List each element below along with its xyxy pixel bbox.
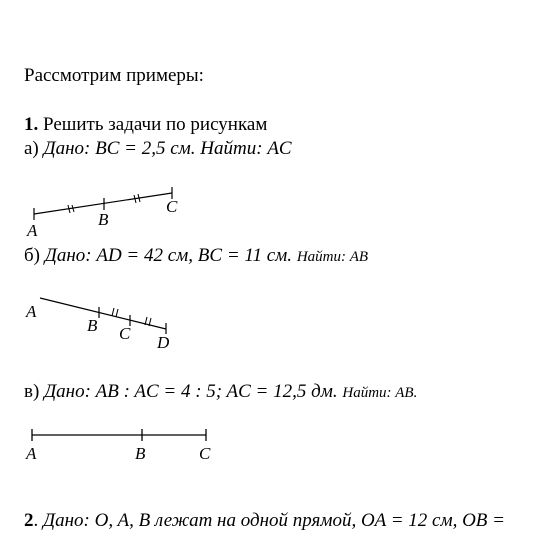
figure-a-label-A: A bbox=[27, 221, 38, 240]
figure-b-label-D: D bbox=[157, 333, 170, 352]
task1a-find-word: Найти: bbox=[200, 138, 263, 159]
task1-title: Решить задачи по рисункам bbox=[43, 114, 268, 135]
task1c-given-word: Дано: bbox=[44, 381, 91, 402]
task2-statement: 2. Дано: O, A, B лежат на одной прямой, OA = 12 см, OB = bbox=[24, 510, 505, 531]
task1c-prefix: в) bbox=[24, 381, 40, 402]
figure-c-label-A: A bbox=[26, 444, 37, 463]
figure-b-label-B: B bbox=[87, 316, 98, 335]
task1a-find-expr: AC bbox=[267, 138, 292, 159]
task2-given-word: Дано: bbox=[43, 510, 90, 531]
figure-a-label-C: C bbox=[166, 197, 178, 216]
figure-c-label-C: C bbox=[199, 444, 211, 463]
figure-c-label-B: B bbox=[135, 444, 146, 463]
task1b-given-word: Дано: bbox=[44, 245, 92, 266]
task2-number: 2 bbox=[24, 510, 34, 531]
task1-number: 1. bbox=[24, 114, 39, 135]
task1a-given-word: Дано: bbox=[43, 138, 91, 159]
task1a-prefix: а) bbox=[24, 138, 39, 159]
intro-text: Рассмотрим примеры: bbox=[24, 65, 204, 86]
task1b-given-expr: AD = 42 см, BC = 11 см. bbox=[96, 245, 293, 266]
task1b-find: Найти: AB bbox=[296, 249, 369, 265]
task1a-given-expr: BC = 2,5 см. bbox=[95, 138, 196, 159]
figure-b-label-A: A bbox=[26, 302, 37, 321]
figure-a-label-B: B bbox=[98, 210, 109, 229]
task2-text: O, A, B лежат на одной прямой, OA = 12 см, OB = bbox=[94, 510, 505, 531]
task1c-given-expr: AB : AC = 4 : 5; AC = 12,5 дм. bbox=[95, 381, 338, 402]
task1c-find: Найти: AB. bbox=[342, 385, 418, 401]
task1b-prefix: б) bbox=[24, 245, 40, 266]
figure-b-label-C: C bbox=[119, 324, 131, 343]
